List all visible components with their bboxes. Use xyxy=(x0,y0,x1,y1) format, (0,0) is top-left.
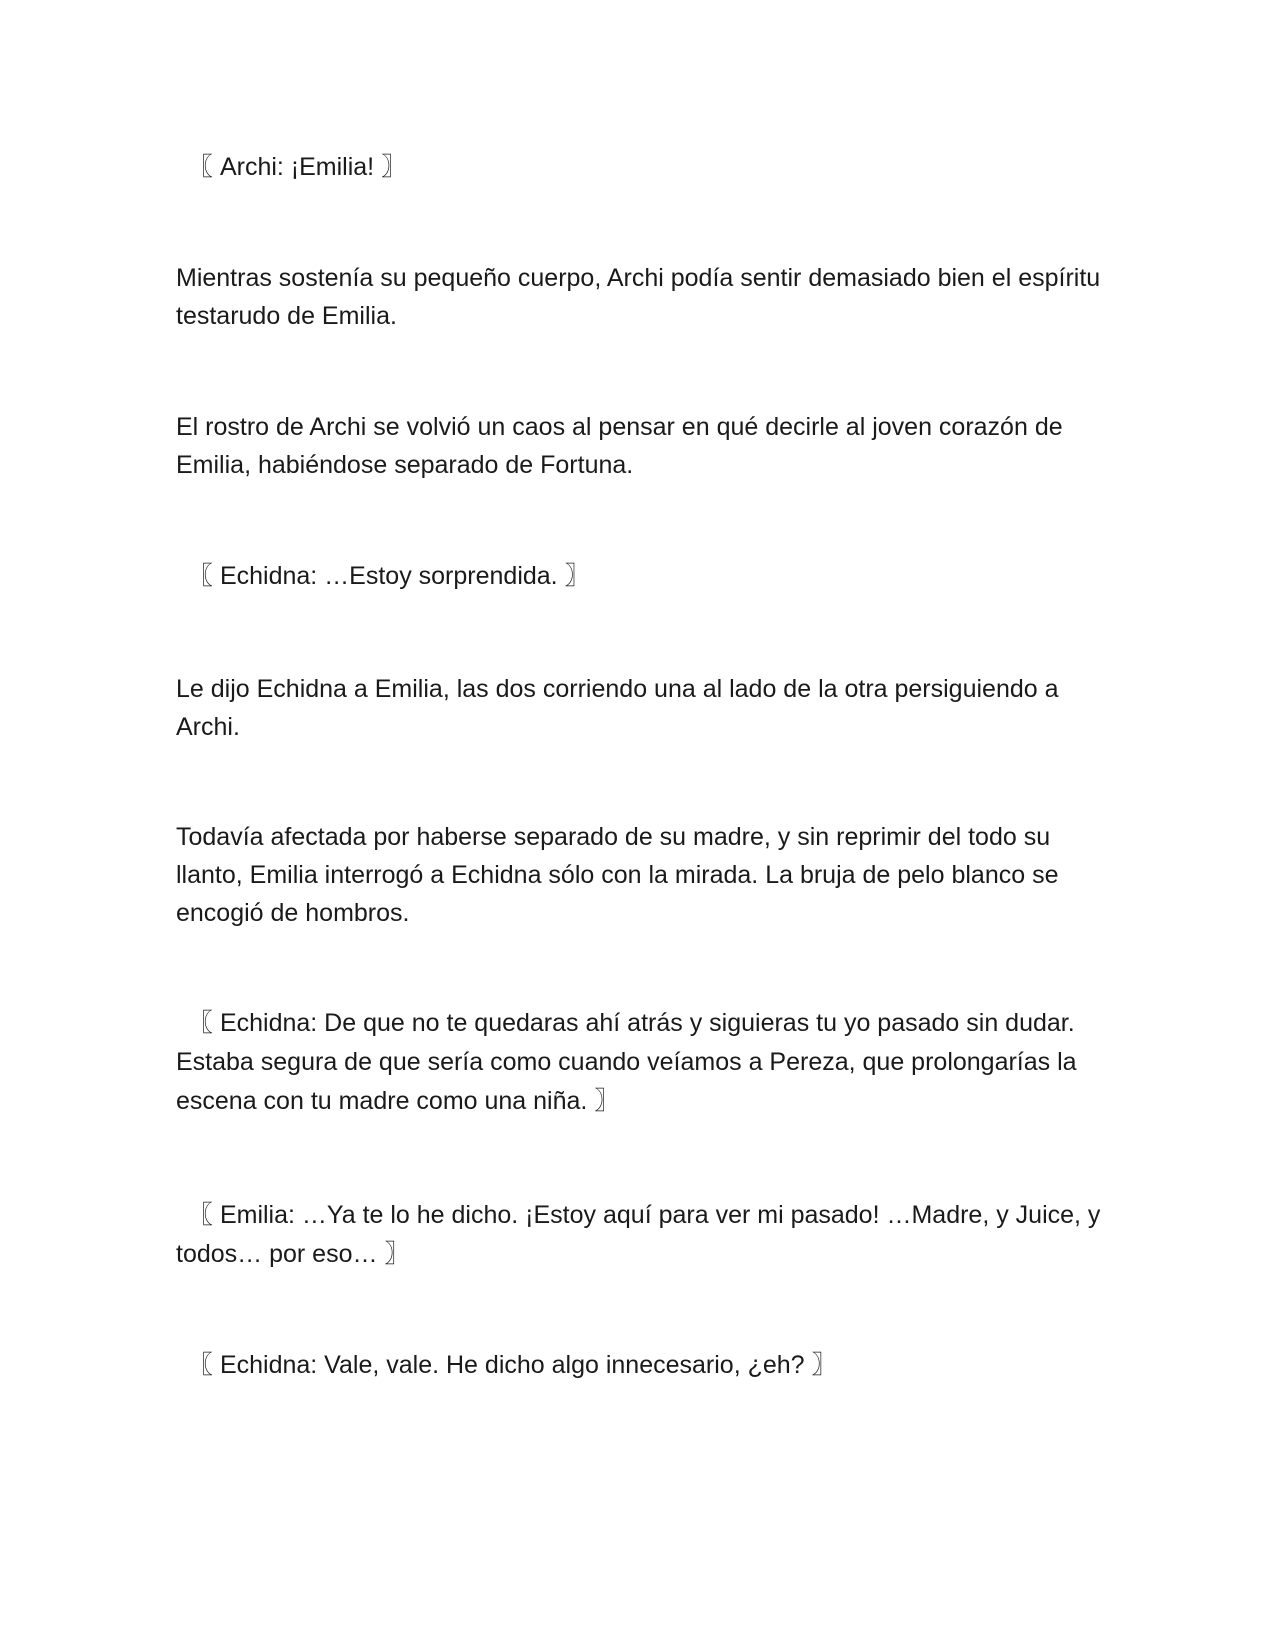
narration-paragraph: Todavía afectada por haberse separado de su madre, y sin reprimir del todo su llanto, Emilia interrogó a Echidna sólo con la mirada. La bruja de pelo blanco se encogió de hombros. xyxy=(176,823,1059,927)
dialogue-echidna-explanation: 〖 Echidna: De que no te quedaras ahí atrás y siguieras tu yo pasado sin dudar. Estaba segura de que sería como cuando veíamos a Pereza, que prolongarías la escena con tu madre como una niña. 〗 xyxy=(176,1009,1077,1115)
dialogue-emilia-reply: 〖 Emilia: …Ya te lo he dicho. ¡Estoy aquí para ver mi pasado! …Madre, y Juice, y todos… por eso… 〗 xyxy=(176,1201,1101,1268)
dialogue-echidna-surprised: 〖 Echidna: …Estoy sorprendida. 〗 xyxy=(188,562,590,590)
narration-paragraph: Le dijo Echidna a Emilia, las dos corriendo una al lado de la otra persiguiendo a Archi. xyxy=(176,675,1059,741)
narration-paragraph: El rostro de Archi se volvió un caos al pensar en qué decirle al joven corazón de Emilia, habiéndose separado de Fortuna. xyxy=(176,413,1063,479)
narration-paragraph: Mientras sostenía su pequeño cuerpo, Archi podía sentir demasiado bien el espíritu testarudo de Emilia. xyxy=(176,264,1101,330)
dialogue-echidna-closing: 〖 Echidna: Vale, vale. He dicho algo innecesario, ¿eh? 〗 xyxy=(188,1351,837,1379)
dialogue-archi-emilia: 〖 Archi: ¡Emilia! 〗 xyxy=(188,153,407,181)
